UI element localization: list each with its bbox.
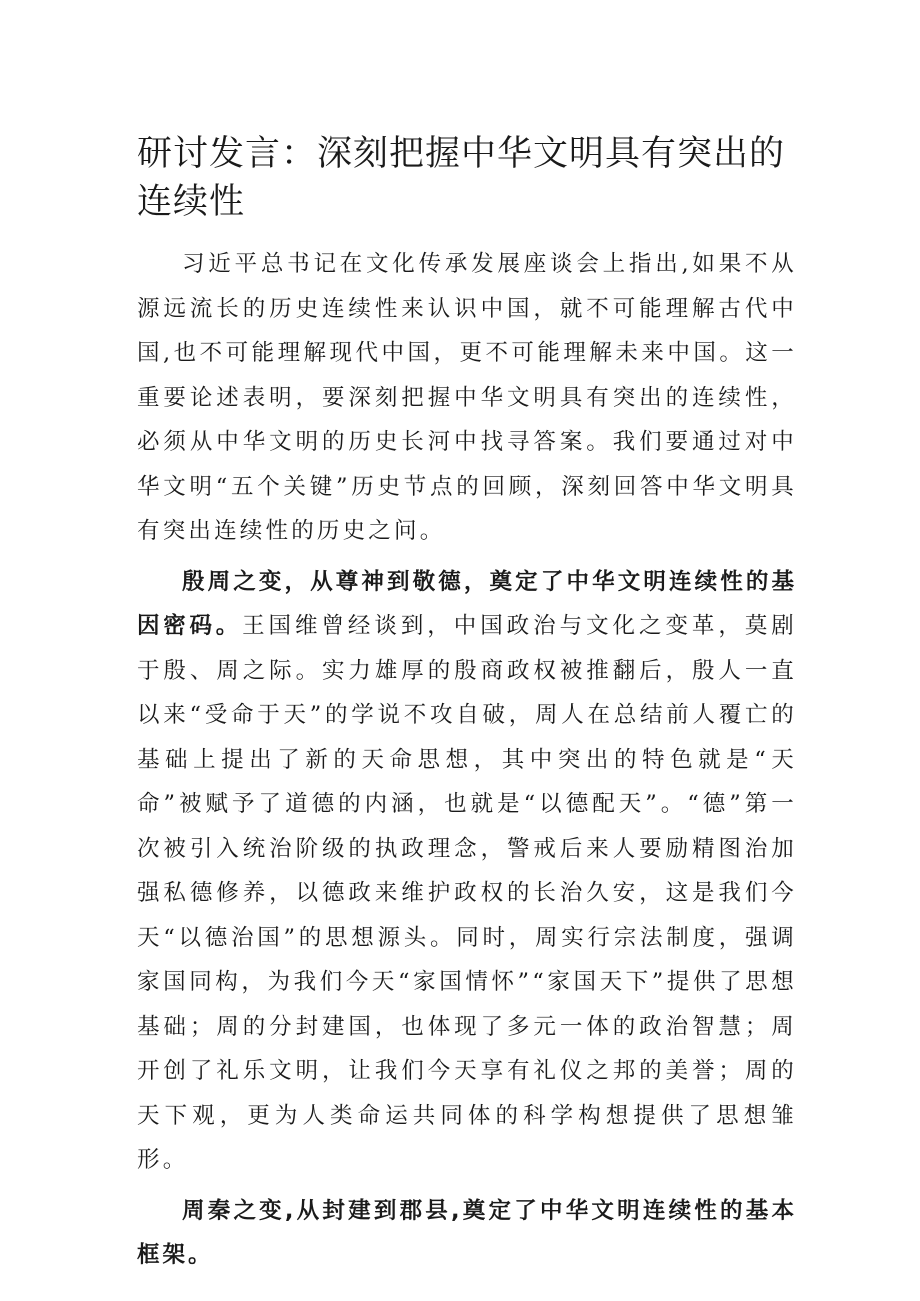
- paragraph-intro-text: 习近平总书记在文化传承发展座谈会上指出,如果不从源远流长的历史连续性来认识中国，就不可能理解古代中国,也不可能理解现代中国，更不可能理解未来中国。这一重要论述表明，要深刻把握中华文明具有突出的连续性，必须从中华文明的历史长河中找寻答案。我们要通过对中华文明“五个关键”历史节点的回顾，深刻回答中华文明具有突出连续性的历史之问。: [137, 251, 797, 544]
- document-title: 研讨发言：深刻把握中华文明具有突出的连续性: [137, 134, 786, 222]
- paragraph-yin-zhou: [137, 560, 797, 1183]
- document-body: [137, 242, 797, 1278]
- paragraph-yin-zhou-lead: 殷周之变，从尊神到敬德，奠定了中华文明连续性的基因密码。: [137, 568, 797, 639]
- paragraph-intro: [137, 242, 797, 554]
- paragraph-zhou-qin: [137, 1189, 797, 1278]
- paragraph-yin-zhou-text: 王国维曾经谈到，中国政治与文化之变革，莫剧于殷、周之际。实力雄厚的殷商政权被推翻后，殷人一直以来“受命于天”的学说不攻自破，周人在总结前人覆亡的基础上提出了新的天命思想，其中突出的特色就是“天命”被赋予了道德的内涵，也就是“以德配天”。“德”第一次被引入统治阶级的执政理念，警戒后来人要励精图治加强私德修养，以德政来维护政权的长治久安，这是我们今天“以德治国”的思想源头。同时，周实行宗法制度，强调家国同构，为我们今天“家国情怀”“家国天下”提供了思想基础；周的分封建国，也体现了多元一体的政治智慧；周开创了礼乐文明，让我们今天享有礼仪之邦的美誉；周的天下观，更为人类命运共同体的科学构想提供了思想雏形。: [137, 613, 797, 1173]
- paragraph-zhou-qin-lead: 周秦之变,从封建到郡县,奠定了中华文明连续性的基本框架。: [137, 1197, 797, 1268]
